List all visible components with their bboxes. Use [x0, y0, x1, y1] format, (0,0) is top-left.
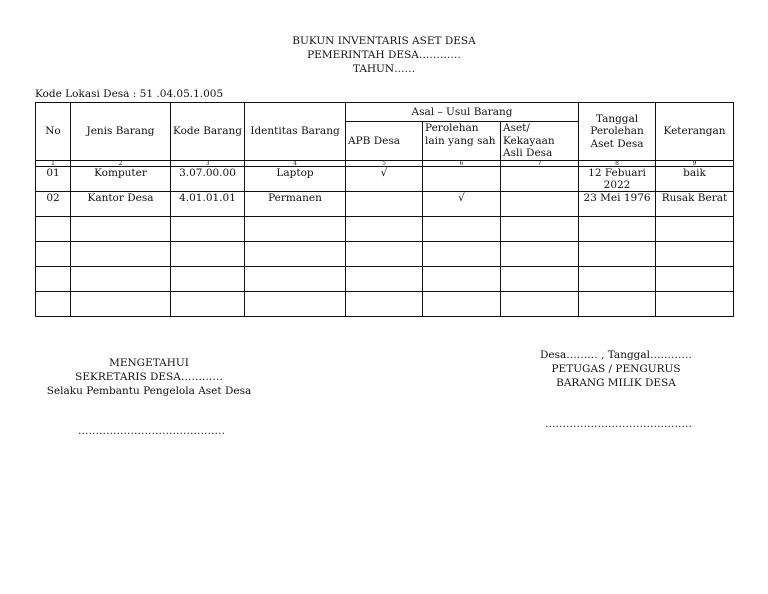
cell-tanggal [579, 217, 656, 242]
petugas-pengurus-label: PETUGAS / PENGURUS [551, 363, 681, 375]
header-identitas-barang: Identitas Barang [245, 103, 346, 161]
signature-right-dots: …………………………………… [545, 418, 692, 430]
cell-tanggal [579, 242, 656, 267]
cell-identitas [245, 242, 346, 267]
cell-apb [346, 292, 423, 317]
title-line-3: TAHUN…… [352, 63, 416, 75]
cell-keterangan [656, 267, 734, 292]
cell-tanggal: 23 Mei 1976 [579, 192, 656, 217]
cell-no: 01 [36, 167, 71, 192]
cell-keterangan [656, 217, 734, 242]
cell-kode [171, 292, 245, 317]
cell-aset [501, 217, 579, 242]
pembantu-pengelola-label: Selaku Pembantu Pengelola Aset Desa [46, 385, 252, 397]
cell-kode: 3.07.00.00 [171, 167, 245, 192]
barang-milik-desa-label: BARANG MILIK DESA [556, 377, 676, 389]
column-number: 4 [245, 161, 346, 167]
cell-jenis [71, 242, 171, 267]
cell-jenis [71, 292, 171, 317]
signature-right-block [516, 348, 716, 390]
column-number: 7 [501, 161, 579, 167]
header-aset-kekayaan: Aset/ Kekayaan Asli Desa [501, 122, 579, 161]
cell-no [36, 292, 71, 317]
cell-keterangan: Rusak Berat [656, 192, 734, 217]
sekretaris-label: SEKRETARIS DESA………… [75, 371, 223, 383]
cell-perolehan [423, 267, 501, 292]
cell-perolehan [423, 242, 501, 267]
header-jenis-barang: Jenis Barang [71, 103, 171, 161]
cell-keterangan [656, 292, 734, 317]
header-keterangan: Keterangan [656, 103, 734, 161]
mengetahui-label: MENGETAHUI [109, 357, 189, 369]
kode-lokasi: Kode Lokasi Desa : 51 .04.05.1.005 [35, 88, 224, 100]
column-number: 2 [71, 161, 171, 167]
cell-aset [501, 242, 579, 267]
inventory-table [35, 102, 734, 317]
cell-keterangan: baik [656, 167, 734, 192]
title-line-2: PEMERINTAH DESA………… [307, 49, 461, 61]
table-row [36, 292, 734, 317]
table-row [36, 192, 734, 217]
header-no: No [36, 103, 71, 161]
cell-jenis: Komputer [71, 167, 171, 192]
cell-no [36, 242, 71, 267]
cell-apb [346, 267, 423, 292]
cell-jenis [71, 217, 171, 242]
cell-apb [346, 217, 423, 242]
column-number: 8 [579, 161, 656, 167]
cell-no [36, 217, 71, 242]
cell-tanggal [579, 267, 656, 292]
cell-perolehan [423, 292, 501, 317]
cell-tanggal: 12 Febuari 2022 [579, 167, 656, 192]
cell-apb: √ [346, 167, 423, 192]
cell-identitas [245, 217, 346, 242]
cell-jenis: Kantor Desa [71, 192, 171, 217]
header-apb-desa: APB Desa [346, 122, 423, 161]
title-line-1: BUKUN INVENTARIS ASET DESA [292, 35, 476, 47]
cell-kode [171, 267, 245, 292]
column-number: 1 [36, 161, 71, 167]
cell-identitas: Laptop [245, 167, 346, 192]
table-row [36, 217, 734, 242]
signature-left-block [35, 356, 263, 398]
cell-perolehan [423, 167, 501, 192]
header-perolehan-lain: Perolehan lain yang sah [423, 122, 501, 161]
cell-identitas [245, 267, 346, 292]
cell-apb [346, 192, 423, 217]
header-kode-barang: Kode Barang [171, 103, 245, 161]
cell-perolehan: √ [423, 192, 501, 217]
signature-left-dots: …………………………………… [78, 425, 225, 437]
header-tanggal: Tanggal Perolehan Aset Desa [579, 103, 656, 161]
cell-jenis [71, 267, 171, 292]
cell-keterangan [656, 242, 734, 267]
table-row [36, 267, 734, 292]
table-row [36, 167, 734, 192]
cell-aset [501, 267, 579, 292]
column-number: 3 [171, 161, 245, 167]
cell-no: 02 [36, 192, 71, 217]
cell-aset [501, 292, 579, 317]
table-row [36, 242, 734, 267]
cell-kode [171, 242, 245, 267]
cell-aset [501, 167, 579, 192]
cell-kode [171, 217, 245, 242]
column-number: 5 [346, 161, 423, 167]
column-number: 6 [423, 161, 501, 167]
document-title [0, 34, 768, 76]
cell-perolehan [423, 217, 501, 242]
cell-aset [501, 192, 579, 217]
cell-apb [346, 242, 423, 267]
cell-identitas [245, 292, 346, 317]
cell-tanggal [579, 292, 656, 317]
cell-identitas: Permanen [245, 192, 346, 217]
column-number: 9 [656, 161, 734, 167]
header-asal-usul: Asal – Usul Barang [346, 103, 579, 122]
desa-tanggal-label: Desa……… , Tanggal………… [539, 349, 693, 361]
cell-kode: 4.01.01.01 [171, 192, 245, 217]
cell-no [36, 267, 71, 292]
